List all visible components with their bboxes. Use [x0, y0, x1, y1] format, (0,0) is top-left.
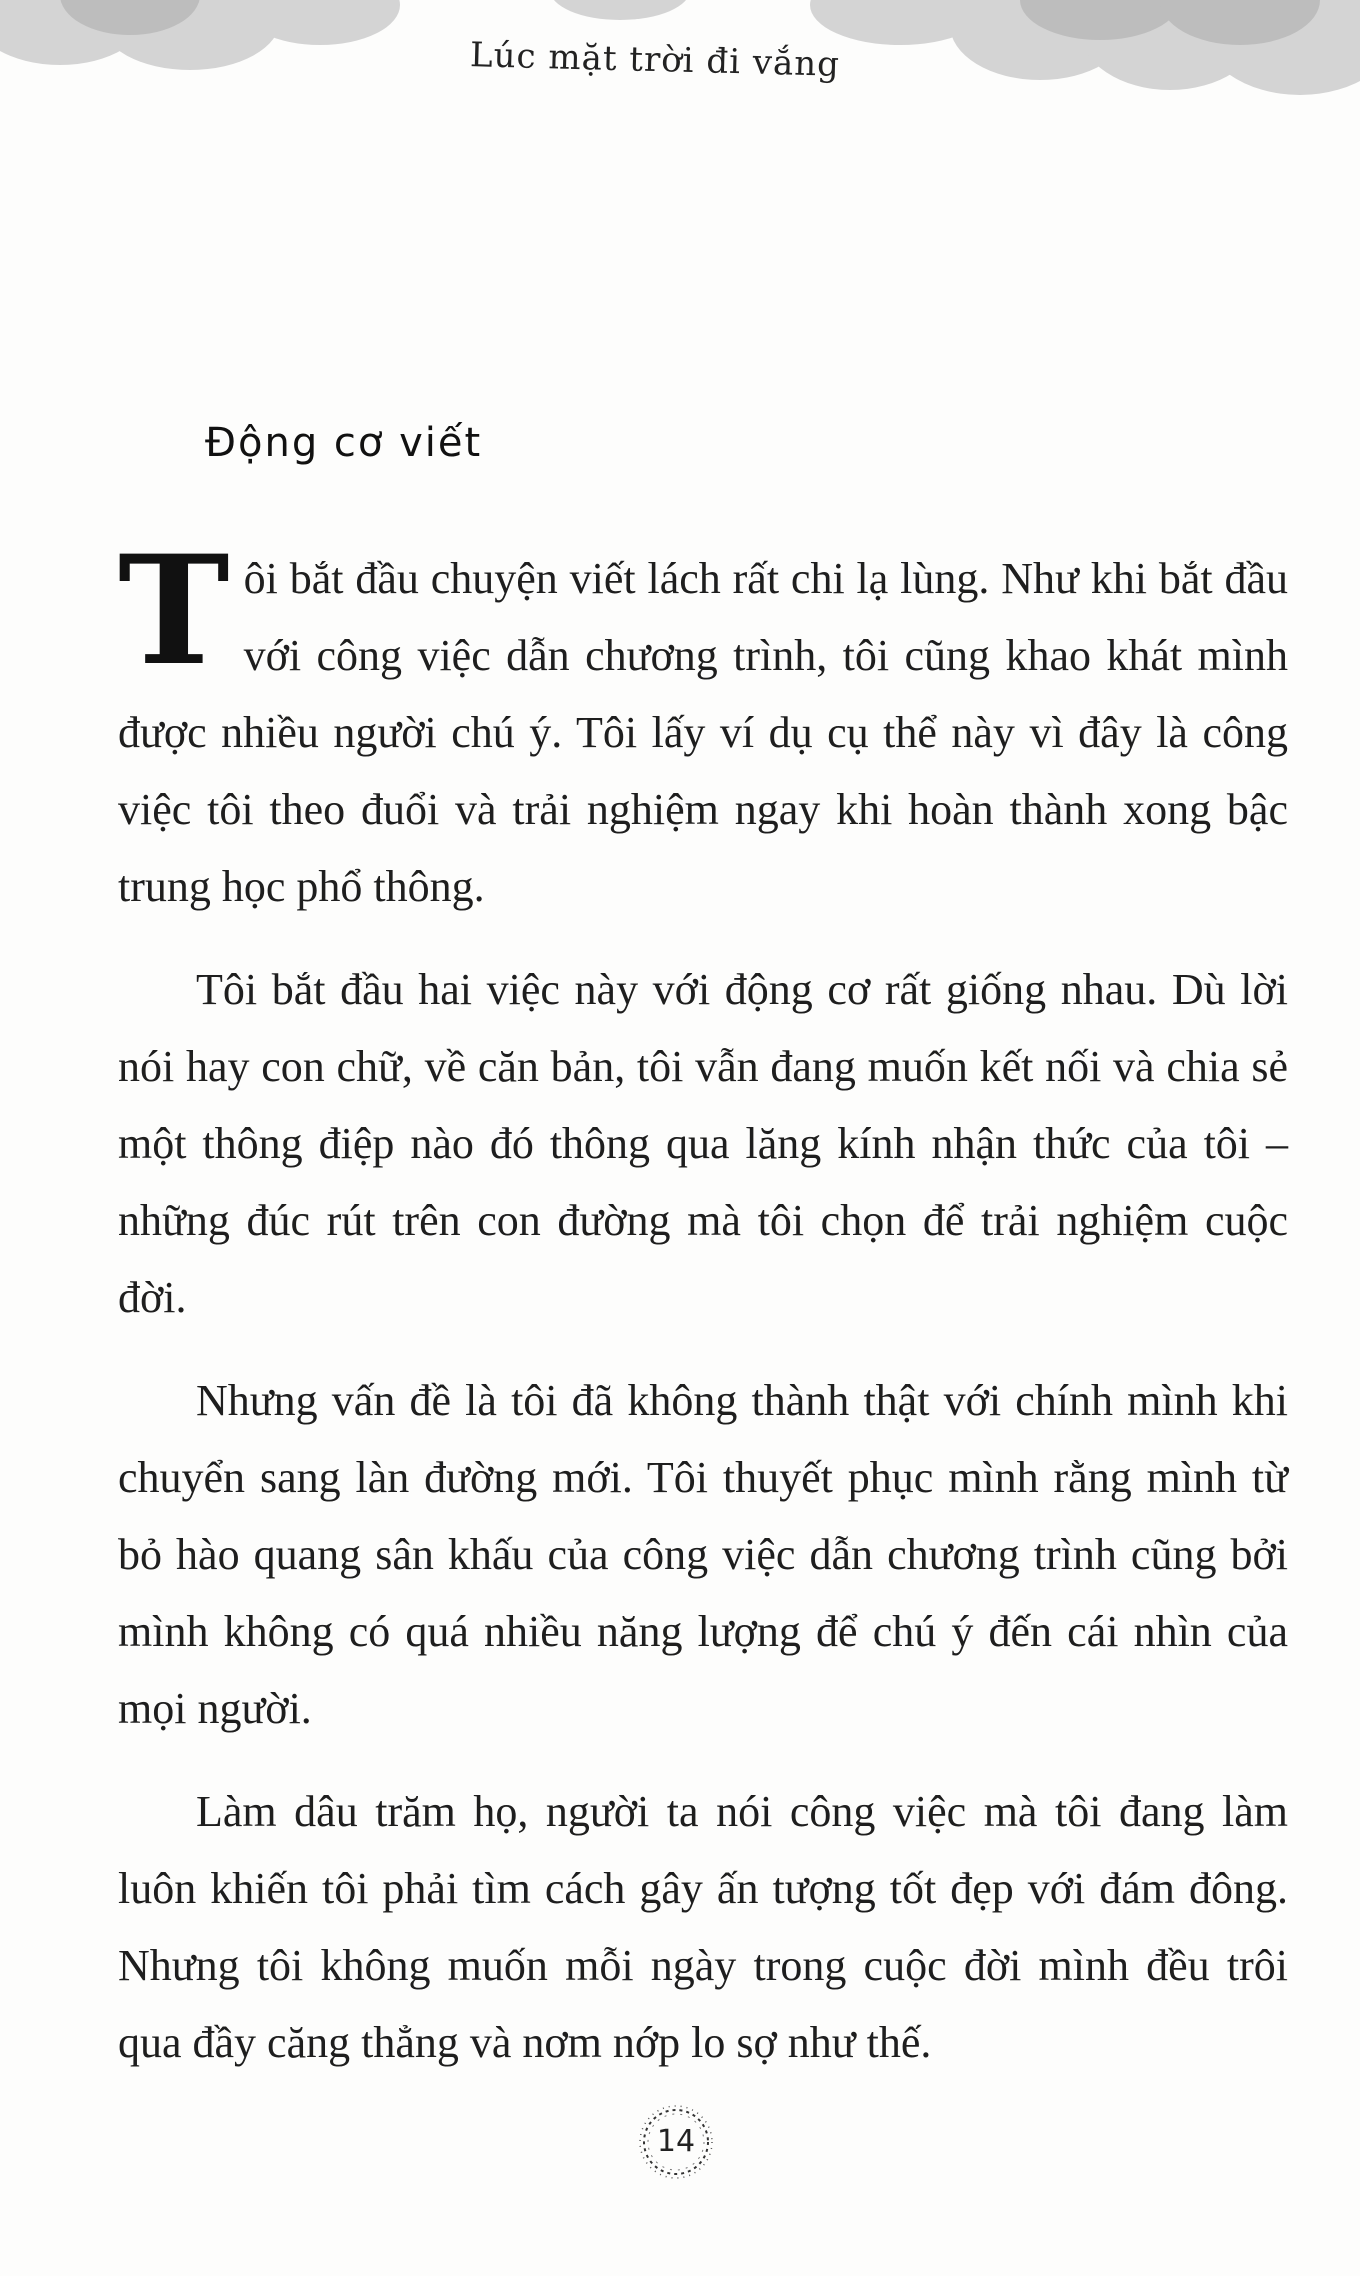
- paragraph-2: [118, 951, 1288, 1336]
- paragraph-2-text: Tôi bắt đầu hai việc này với động cơ rất giống nhau. Dù lời nói hay con chữ, về căn bản, tôi vẫn đang muốn kết nối và chia sẻ một thông điệp nào đó thông qua lăng kính nhận thức của tôi – những đúc rút trên con đường mà tôi chọn để trải nghiệm cuộc đời.: [118, 965, 1288, 1322]
- section-title: Động cơ viết: [205, 420, 483, 466]
- body-text: [118, 523, 1288, 2107]
- paragraph-4: [118, 1773, 1288, 2081]
- paragraph-3: [118, 1362, 1288, 1747]
- paragraph-1-text: ôi bắt đầu chuyện viết lách rất chi lạ lùng. Như khi bắt đầu với công việc dẫn chương trình, tôi cũng khao khát mình được nhiều người chú ý. Tôi lấy ví dụ cụ thể này vì đây là công việc tôi theo đuổi và trải nghiệm ngay khi hoàn thành xong bậc trung học phổ thông.: [118, 554, 1288, 911]
- drop-cap: T: [118, 523, 230, 699]
- running-header: Lúc mặt trời đi vắng: [469, 35, 841, 85]
- page-number: 14: [656, 2124, 696, 2159]
- paragraph-4-text: Làm dâu trăm họ, người ta nói công việc mà tôi đang làm luôn khiến tôi phải tìm cách gây ấn tượng tốt đẹp với đám đông. Nhưng tôi không muốn mỗi ngày trong cuộc đời mình đều trôi qua đầy căng thẳng và nơm nớp lo sợ như thế.: [118, 1787, 1288, 2067]
- paragraph-3-text: Nhưng vấn đề là tôi đã không thành thật với chính mình khi chuyển sang làn đường mới. Tôi thuyết phục mình rằng mình từ bỏ hào quang sân khấu của công việc dẫn chương trình cũng bởi mình không có quá nhiều năng lượng để chú ý đến cái nhìn của mọi người.: [118, 1376, 1288, 1733]
- page-number-badge: [634, 2100, 718, 2184]
- paragraph-1: [118, 523, 1288, 925]
